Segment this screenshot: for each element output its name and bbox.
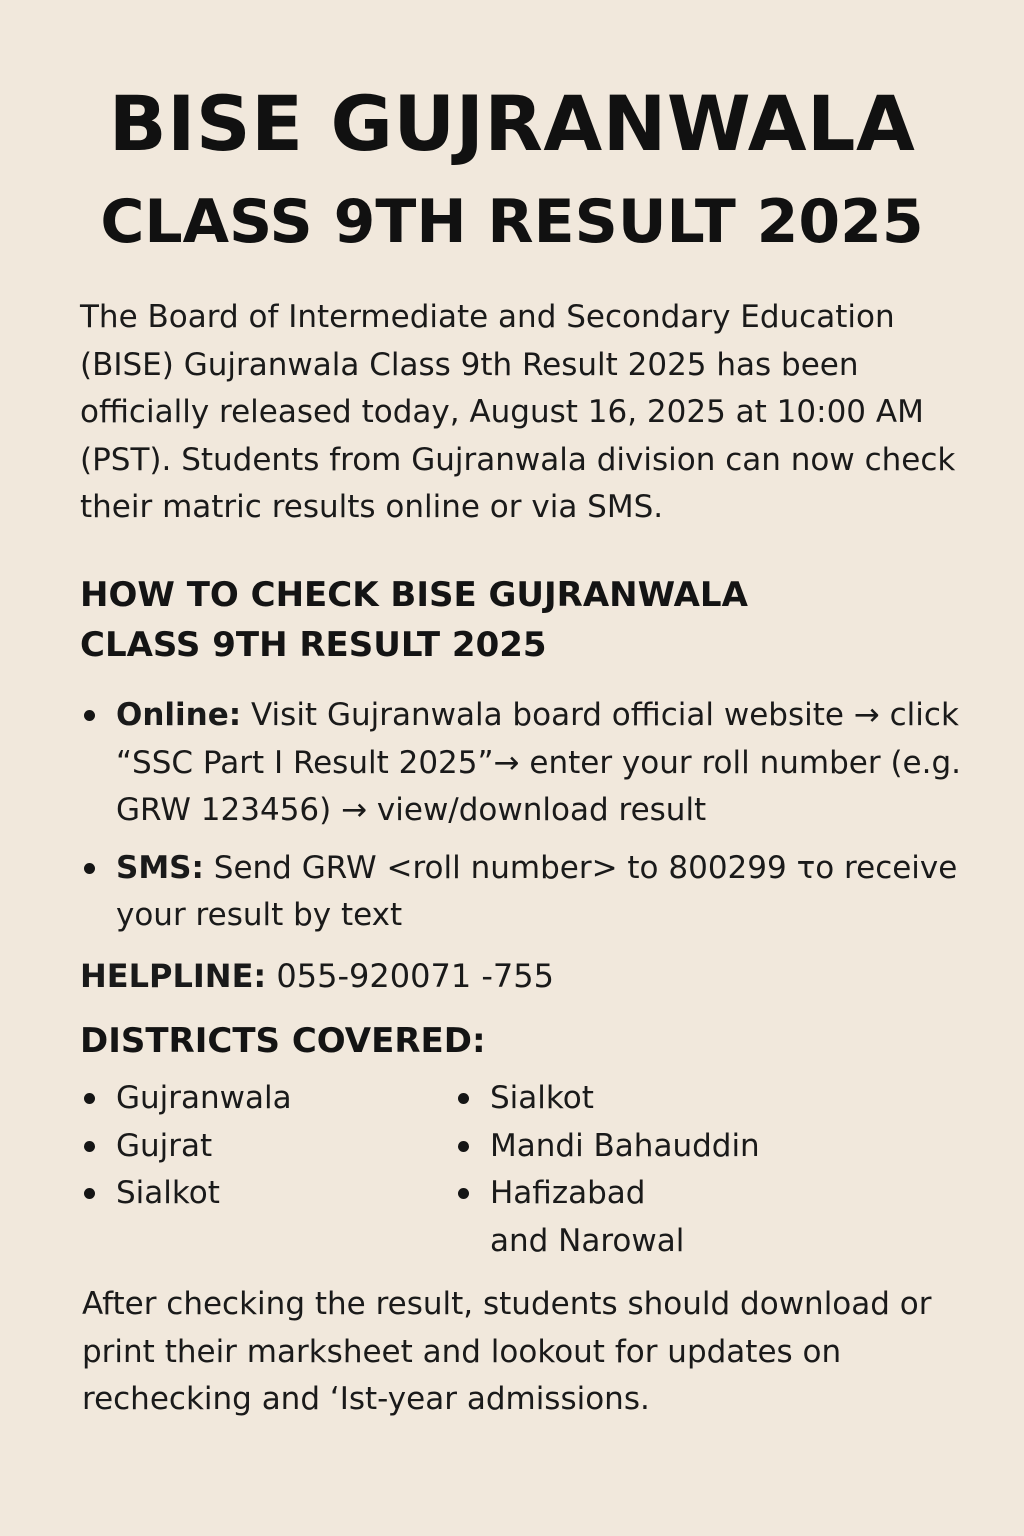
helpline	[80, 952, 554, 1000]
district-name: Gujrat	[116, 1127, 213, 1164]
districts-list-right	[454, 1075, 874, 1265]
method-online-label: Online:	[116, 697, 242, 733]
method-online-item	[80, 692, 970, 835]
bullet-icon	[84, 863, 95, 874]
list-item	[454, 1075, 874, 1123]
bullet-icon	[84, 1188, 95, 1199]
list-item-continuation	[454, 1218, 874, 1266]
list-item	[454, 1123, 874, 1171]
page-title: BISE GUJRANWALA	[108, 79, 916, 168]
bullet-icon	[84, 1141, 95, 1152]
district-name: Gujranwala	[116, 1080, 292, 1116]
districts-list-left	[80, 1075, 440, 1218]
list-item	[80, 1123, 440, 1171]
bullet-icon	[458, 1188, 469, 1199]
district-name: Sialkot	[490, 1080, 594, 1116]
page-subtitle: CLASS 9TH RESULT 2025	[100, 187, 924, 257]
bullet-icon	[84, 1093, 95, 1104]
helpline-label: HELPLINE:	[80, 957, 267, 995]
bullet-icon	[458, 1093, 469, 1104]
how-to-check-heading	[80, 570, 960, 670]
list-item	[80, 1170, 440, 1218]
district-continuation: and Narowal	[490, 1222, 685, 1259]
closing-paragraph: After checking the result, students should download or print their marksheet and lookout for updates on rechecking and ‘Ist-year admissions.	[82, 1286, 932, 1417]
district-name: Mandi Bahauddin	[490, 1127, 760, 1164]
bullet-icon	[458, 1141, 469, 1152]
how-to-heading-line1: HOW TO CHECK BISE GUJRANWALA	[80, 575, 748, 615]
bullet-icon	[84, 710, 95, 721]
method-sms-text: Send GRW <roll number> to 800299 τo receive your result by text	[116, 849, 958, 933]
district-name: Hafizabad	[490, 1175, 646, 1211]
helpline-number: 055-920071 -755	[276, 957, 554, 995]
list-item	[454, 1170, 874, 1218]
method-online-text: Visit Gujranwala board official website → click “SSC Part I Result 2025”→ enter your roll number (e.g. GRW 123456) → view/download result	[116, 697, 961, 828]
method-sms-label: SMS:	[116, 849, 204, 886]
intro-paragraph: The Board of Intermediate and Secondary Education (BISE) Gujranwala Class 9th Result 2025 has been officially released today, August 16, 2025 at 10:00 AM (PST). Students from Gujranwala division can now check their matric results online or via SMS.	[80, 299, 956, 525]
check-methods-list	[80, 692, 970, 940]
list-item	[80, 1075, 440, 1123]
districts-heading: DISTRICTS COVERED:	[80, 1021, 486, 1061]
district-name: Sialkot	[116, 1175, 220, 1211]
how-to-heading-line2: CLASS 9TH RESULT 2025	[80, 625, 547, 665]
method-sms-item	[80, 845, 970, 940]
